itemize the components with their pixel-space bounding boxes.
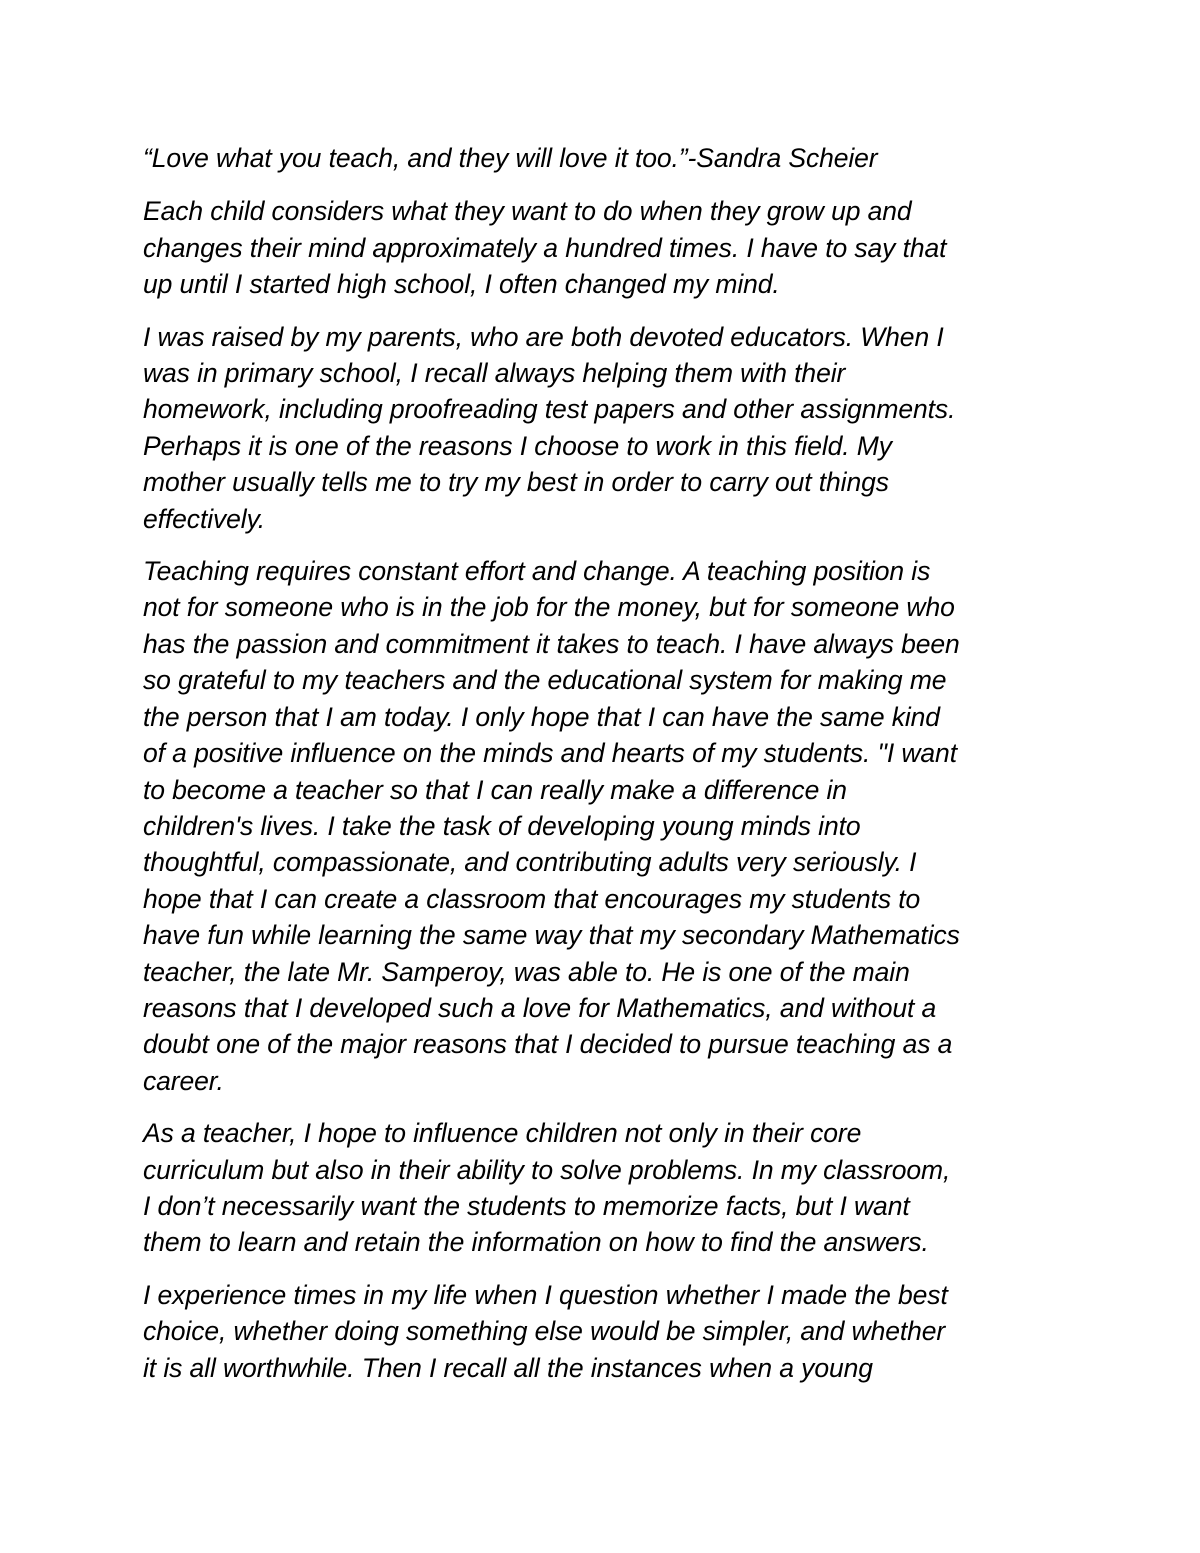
paragraph-1 — [143, 193, 1073, 302]
paragraph-line: so grateful to my teachers and the educational system for making me — [143, 665, 947, 696]
paragraph-line: As a teacher, I hope to influence children not only in their core — [143, 1118, 862, 1149]
paragraph-4 — [143, 1115, 1073, 1261]
paragraph-line: children's lives. I take the task of developing young minds into — [143, 810, 861, 841]
paragraph-line: was in primary school, I recall always helping them with their — [143, 358, 846, 389]
paragraph-line: up until I started high school, I often changed my mind. — [143, 269, 780, 300]
paragraph-line: choice, whether doing something else would be simpler, and whether — [143, 1316, 946, 1347]
paragraph-line: doubt one of the major reasons that I decided to pursue teaching as a — [143, 1029, 953, 1060]
paragraph-line: has the passion and commitment it takes to teach. I have always been — [143, 628, 960, 659]
paragraph-line: I don’t necessarily want the students to memorize facts, but I want — [143, 1190, 910, 1221]
paragraph-line: career. — [143, 1065, 224, 1096]
paragraph-3 — [143, 553, 1073, 1099]
paragraph-line: not for someone who is in the job for the money, but for someone who — [143, 592, 955, 623]
paragraph-2 — [143, 319, 1073, 537]
paragraph-line: I was raised by my parents, who are both devoted educators. When I — [143, 321, 944, 352]
paragraph-line: homework, including proofreading test papers and other assignments. — [143, 394, 956, 425]
paragraph-line: thoughtful, compassionate, and contributing adults very seriously. I — [143, 847, 917, 878]
paragraph-line: changes their mind approximately a hundred times. I have to say that — [143, 232, 947, 263]
paragraph-line: hope that I can create a classroom that encourages my students to — [143, 883, 921, 914]
paragraph-5 — [143, 1277, 1073, 1386]
paragraph-line: to become a teacher so that I can really make a difference in — [143, 774, 847, 805]
paragraph-line: it is all worthwhile. Then I recall all the instances when a young — [143, 1352, 873, 1383]
paragraph-line: Each child considers what they want to do when they grow up and — [143, 196, 912, 227]
paragraph-line: I experience times in my life when I question whether I made the best — [143, 1279, 948, 1310]
paragraph-line: Teaching requires constant effort and change. A teaching position is — [143, 556, 931, 587]
paragraph-line: curriculum but also in their ability to solve problems. In my classroom, — [143, 1154, 951, 1185]
document-body — [143, 140, 1073, 1402]
paragraph-line: have fun while learning the same way that my secondary Mathematics — [143, 920, 960, 951]
epigraph-quote: “Love what you teach, and they will love it too.”-Sandra Scheier — [143, 143, 878, 173]
paragraph-line: them to learn and retain the information on how to find the answers. — [143, 1227, 929, 1258]
paragraph-line: of a positive influence on the minds and hearts of my students. "I want — [143, 738, 957, 769]
paragraph-line: Perhaps it is one of the reasons I choose to work in this field. My — [143, 430, 892, 461]
paragraph-line: effectively. — [143, 503, 266, 534]
paragraph-line: teacher, the late Mr. Samperoy, was able to. He is one of the main — [143, 956, 910, 987]
paragraph-line: mother usually tells me to try my best in order to carry out things — [143, 467, 889, 498]
paragraph-line: the person that I am today. I only hope that I can have the same kind — [143, 701, 940, 732]
paragraph-line: reasons that I developed such a love for Mathematics, and without a — [143, 992, 937, 1023]
